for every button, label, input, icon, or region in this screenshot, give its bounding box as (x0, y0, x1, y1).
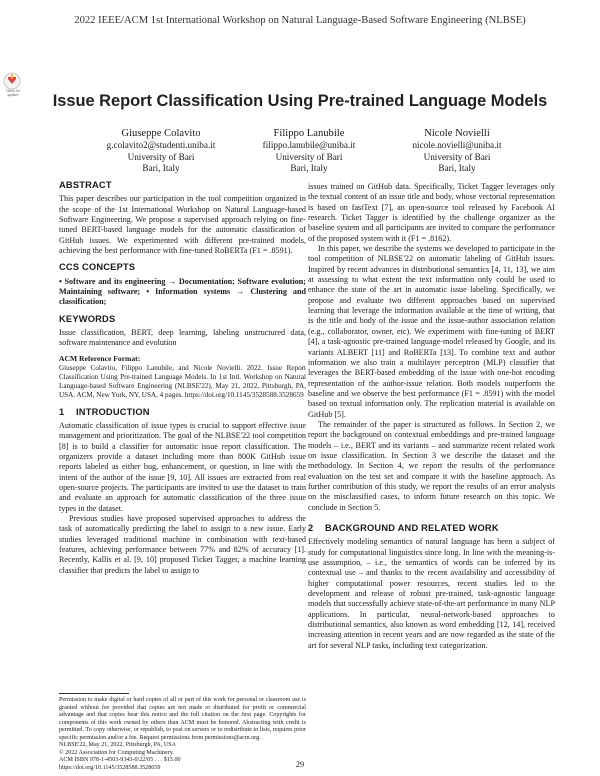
author-email: g.colavito2@studenti.uniba.it (106, 140, 216, 150)
isbn-text: ACM ISBN 978-1-4503-9343-0/22/05 . . . $15.00 (59, 757, 181, 764)
author-name: Nicole Novielli (424, 128, 490, 139)
author-email: nicole.novielli@uniba.it (412, 140, 502, 150)
page-number: 29 (295, 760, 305, 769)
background-heading (308, 523, 555, 533)
author-affiliation: University of Bari (423, 151, 491, 162)
keywords-heading: KEYWORDS (59, 313, 116, 324)
intro-paragraph-5: The remainder of the paper is structured as follows. In Section 2, we report the background on contextual embeddings and pre-trained language models – i.e., BERT and its variants – and summarize recent related work on issue classification. In Section 3 we describe the dataset and the methodology. In Section 4, we report the results of the performance evaluation on the test set and compare it with the baseline approach. As further contribution of this study, we report the results of an error analysis on the misclassified cases, to inform future research on this topic. We conclude in Section 5. (308, 419, 555, 512)
author-affiliation: University of Bari (275, 151, 343, 162)
background-paragraph-1: Effectively modeling semantics of natural language has been a subject of study for computational linguistics since long. In line with the meaning-is-use assumption, – i.e., the semantics of words can be inferred by its contextual use – and thanks to the recent availability and accessibility of higher computational power resources, recent studies led to the development and release of robust pre-trained, task-agnostic language models that successfully achieve state-of-the-art performance in many NLP applications. In particular, neural-network-based approaches to distributional semantics, also known as word embedding [12, 14], received increasing attention in recent years and are now regarded as the state of the art for several NLP tasks, including text categorization. (308, 537, 555, 650)
intro-heading (59, 407, 306, 417)
badge-text-line2: updates (7, 92, 19, 97)
abstract-heading: ABSTRACT (59, 180, 112, 190)
paper-title: Issue Report Classification Using Pre-trained Language Models (52, 92, 548, 110)
intro-paragraph-2: Previous studies have proposed supervised approaches to address the task of automatically predicting the label to assign to a new issue. Early studies leveraged traditional machine in combination with text-based features, achieving performance between 77% and 82% of accuracy [1]. Recently, Kallis et al. [9, 10] proposed Ticket Tagger, a machine learning classifier that predicts the label to assign to (59, 513, 306, 575)
abstract-text: This paper describes our participation in the tool competition organized in the scope of the 1st International Workshop on Natural Language-based Software Engineering. We propose a supervised approach relying on fine-tuned BERT-based language models for the automatic classification of GitHub issues. We experimented with different pre-trained models, achieving the best performance with fine-tuned RoBERTa (F1 = .8591). (59, 194, 306, 256)
badge-text-line1: Check for (5, 89, 21, 93)
permission-text: Permission to make digital or hard copies of all or part of this work for personal or classroom use is granted without fee provided that copies are not made or distributed for profit or commercial advantage and that copies bear this notice and the full citation on the first page. Copyrights for components of this work owned by others than ACM must be honored. Abstracting with credit is permitted. To copy otherwise, or republish, to post on servers or to redistribute to lists, requires prior specific permission and/or a fee. Request permissions from permissions@acm.org. (59, 697, 306, 741)
author-location: Bari, Italy (142, 163, 180, 173)
conference-header: 2022 IEEE/ACM 1st International Workshop on Natural Language-Based Software Engineering (NLBSE) (74, 15, 526, 26)
author-location: Bari, Italy (438, 163, 476, 173)
ccs-text: • Software and its engineering → Documentation; Software evolution; Maintaining software; • Information systems → Clustering and classification; (59, 276, 306, 307)
section-number: 2 (308, 523, 314, 533)
author-location: Bari, Italy (290, 163, 328, 173)
author-3 (392, 127, 522, 175)
acm-reference-text: Giuseppe Colavito, Filippo Lanubile, and Nicole Novielli. 2022. Issue Report Classification Using Pre-trained Language Models. In 1st Intl. Workshop on Natural Language-based Software Engineering (NLBSE'22), May 21, 2022, Pittsburgh, PA, USA. ACM, New York, NY, USA, 4 pages. https://doi.org/10.1145/3528588.3528659 (59, 364, 306, 400)
venue-text: NLBSE'22, May 21, 2022, Pittsburgh, PA, USA (59, 742, 177, 749)
intro-paragraph-1: Automatic classification of issue types is crucial to support effective issue management and prioritization. The goal of the NLBSE'22 tool competition [8] is to build a classifier for automatic issue report classification. The organizers provide a dataset including more than 800K GitHub issue reports labeled as either bug, enhancement, or question, in line with the intent of the author of the issue [9, 10]. All issues are extracted from real open-source projects. The participants are invited to use the dataset to train and evaluate an approach for automatic classification of the three issue types in the dataset. (59, 420, 306, 513)
check-for-updates-icon (2, 71, 22, 91)
doi-link[interactable]: https://doi.org/10.1145/3528588.3528659 (59, 764, 161, 771)
footnote-rule (59, 693, 129, 694)
author-affiliation: University of Bari (127, 151, 195, 162)
author-2 (244, 127, 374, 175)
author-name: Filippo Lanubile (273, 128, 345, 139)
author-email: filippo.lanubile@uniba.it (262, 140, 356, 150)
keywords-text: Issue classification, BERT, deep learning, labeling unstructured data, software maintenance and evolution (59, 328, 306, 348)
intro-paragraph-3: issues trained on GitHub data. Specifically, Ticket Tagger leverages only the textual content of an issue title and body, whose vectorial representation is based on fastText [7], an open-source tool released by Facebook AI research. Ticket Tagger is identified by the challenge organizer as the baseline system and all participants are invited to compare the performance of the proposed system with it (F1 = .8162). (308, 182, 555, 243)
section-title: BACKGROUND AND RELATED WORK (325, 523, 499, 533)
author-name: Giuseppe Colavito (121, 128, 201, 139)
copyright-text: © 2022 Association for Computing Machinery. (59, 749, 174, 756)
intro-paragraph-4: In this paper, we describe the systems we developed to participate in the tool competition of NLBSE'22 on automatic labeling of GitHub issues. Inspired by recent advances in distributional semantics [4, 11, 13], we aim at assessing to what extent the text information only could be used to enhance the state of the art in automatic issue labeling. Specifically, we propose and evaluate two different approaches based on supervised learning that leverage the information available at the time of writing, that is the title and body of the issue and the issue-author association relation (e.g., collaborator, owner, etc). We experiment with fine-tuning of BERT [4], a task-agnostic pre-trained language-model released by Google, and its variants ALBERT [11] and RoBERTa [13]. To combine text and author information we also train a multilayer perceptron (MLP) classifier that leverages the BERT-based embedding of the issue with one-hot encoding representation of the author-issue relation. Both models outperform the baseline and we observe the best performance (F1 = .8591) with the model based on textual information only. The replication material is available on GitHub [5]. (308, 244, 555, 419)
left-column (59, 180, 306, 576)
section-number: 1 (59, 406, 65, 417)
author-block (96, 127, 522, 175)
ccs-heading: CCS CONCEPTS (59, 262, 136, 273)
author-1 (96, 127, 226, 175)
right-column (308, 182, 555, 651)
acm-reference-heading: ACM Reference Format: (59, 353, 141, 363)
section-title: INTRODUCTION (76, 406, 150, 417)
